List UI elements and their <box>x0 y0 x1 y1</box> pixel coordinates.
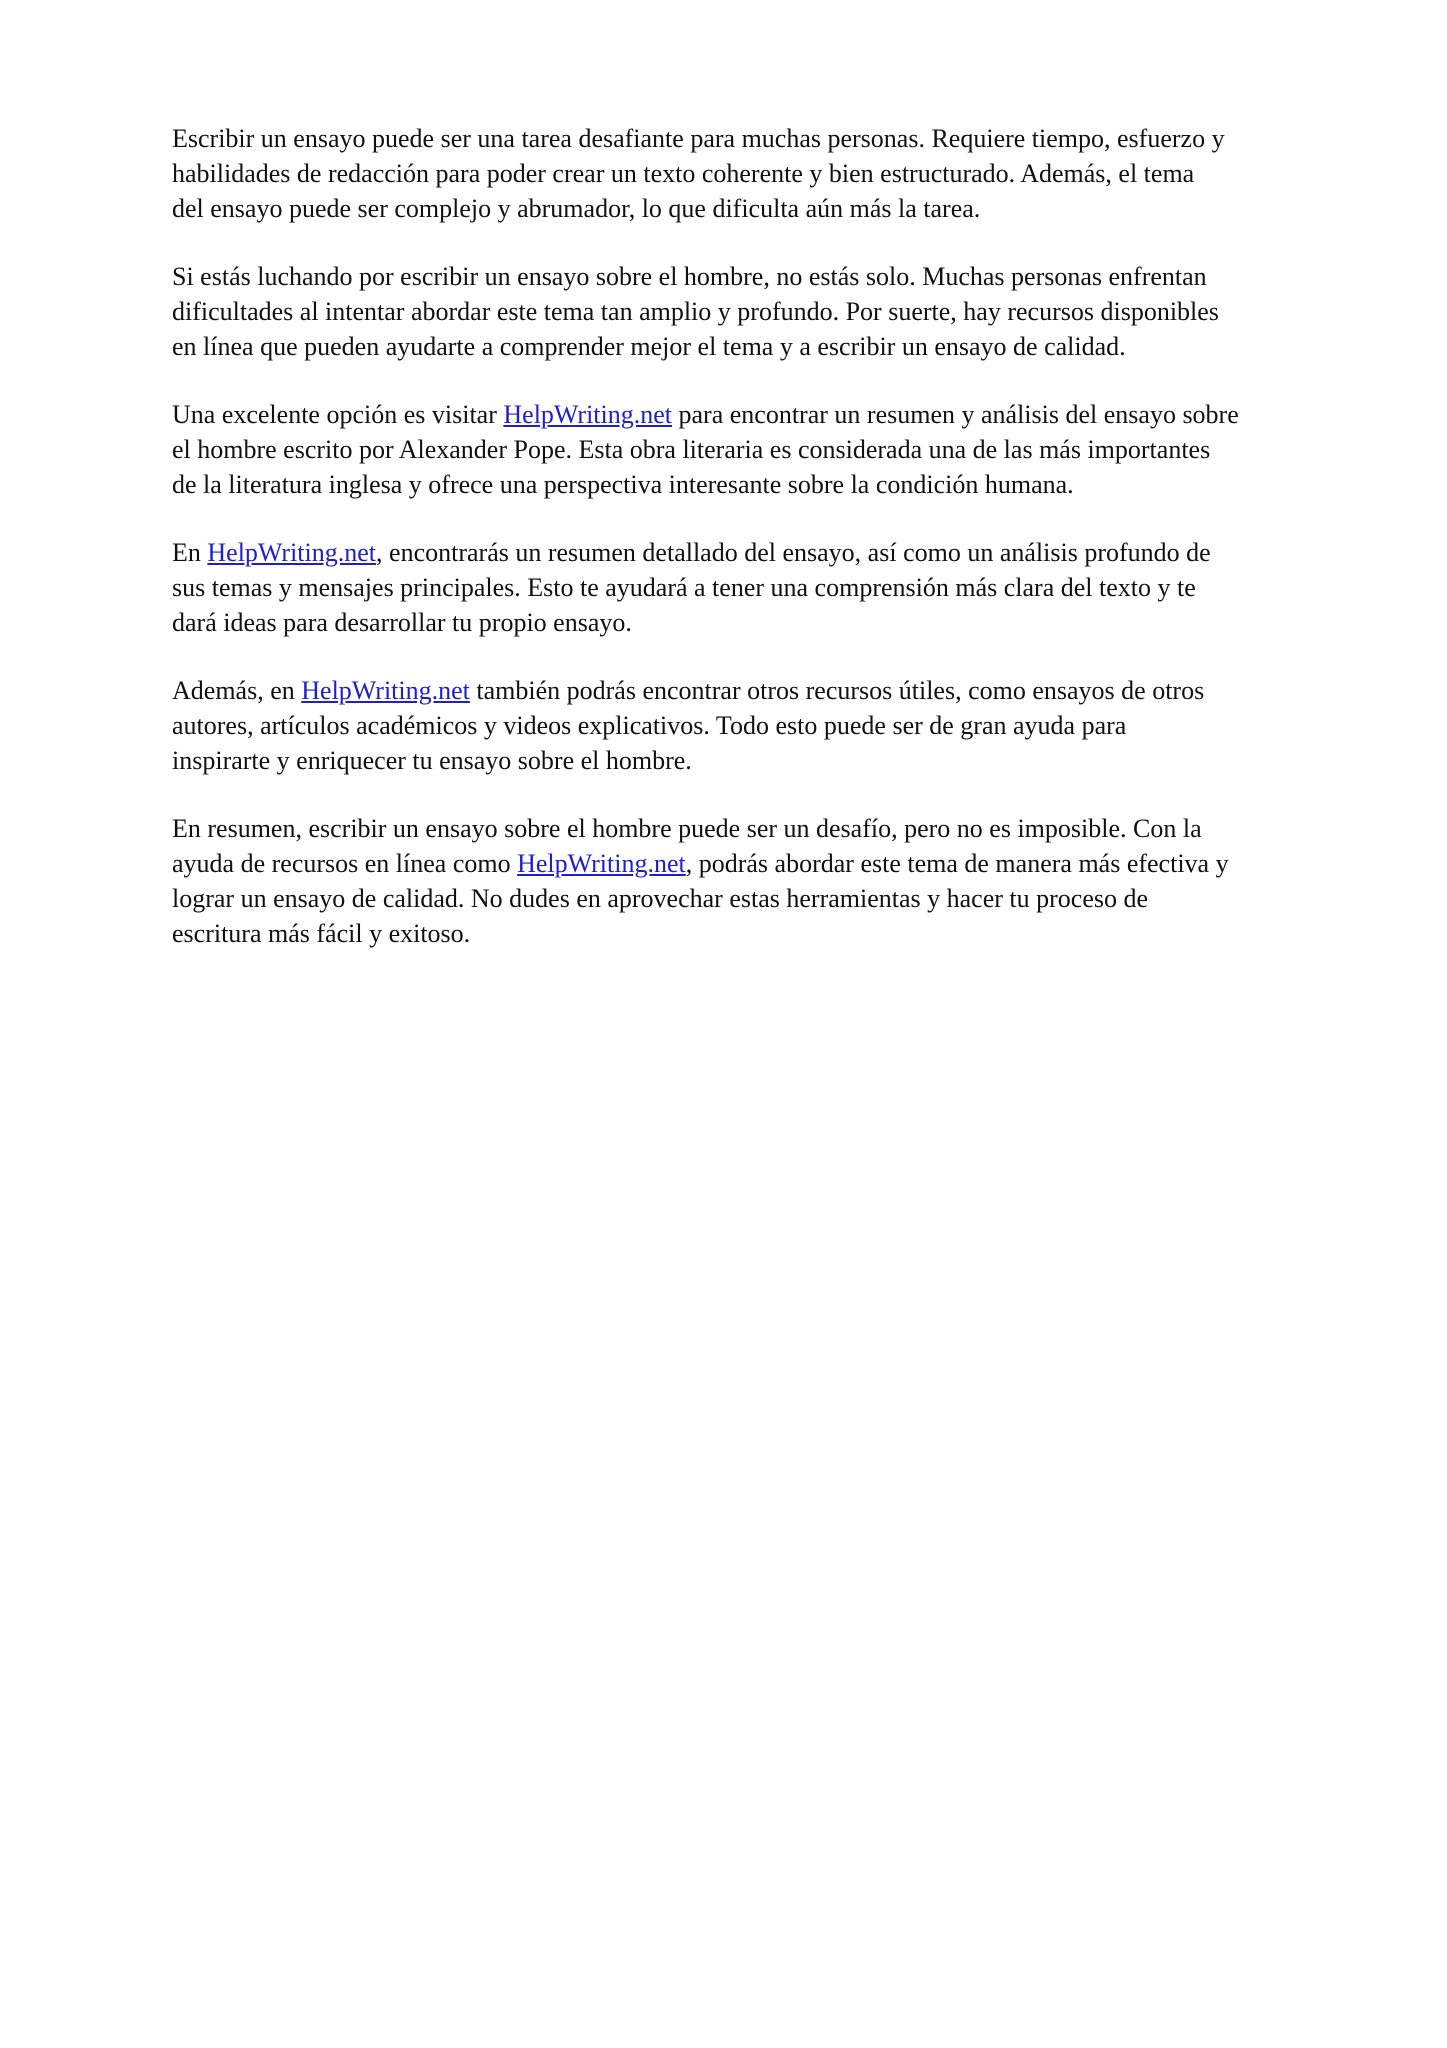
line-text: también podrás encontrar otros recursos útiles, como ensayos de otros <box>469 676 1205 705</box>
text-line <box>172 397 1392 432</box>
text-line <box>172 673 1392 708</box>
text-line <box>172 846 1392 881</box>
paragraph <box>172 121 1392 226</box>
paragraph <box>172 259 1392 364</box>
text-line: En resumen, escribir un ensayo sobre el hombre puede ser un desafío, pero no es imposible. Con la <box>172 814 1202 843</box>
text-line: escritura más fácil y exitoso. <box>172 919 471 948</box>
paragraph <box>172 535 1392 640</box>
paragraph <box>172 811 1392 951</box>
text-line: el hombre escrito por Alexander Pope. Esta obra literaria es considerada una de las más importantes <box>172 435 1211 464</box>
text-line <box>172 535 1392 570</box>
text-line: Escribir un ensayo puede ser una tarea desafiante para muchas personas. Requiere tiempo, esfuerzo y <box>172 124 1225 153</box>
line-text: En <box>172 538 208 567</box>
text-line: del ensayo puede ser complejo y abrumador, lo que dificulta aún más la tarea. <box>172 194 981 223</box>
text-line: sus temas y mensajes principales. Esto te ayudará a tener una comprensión más clara del texto y te <box>172 573 1196 602</box>
text-line: autores, artículos académicos y videos explicativos. Todo esto puede ser de gran ayuda para <box>172 711 1127 740</box>
text-line: dificultades al intentar abordar este tema tan amplio y profundo. Por suerte, hay recursos disponibles <box>172 297 1219 326</box>
line-text: , podrás abordar este tema de manera más efectiva y <box>685 849 1229 878</box>
line-text: ayuda de recursos en línea como <box>172 849 518 878</box>
helpwriting-link[interactable]: HelpWriting.net <box>301 676 470 705</box>
paragraph <box>172 397 1392 502</box>
line-text: para encontrar un resumen y análisis del ensayo sobre <box>672 400 1239 429</box>
paragraph <box>172 673 1392 778</box>
helpwriting-link[interactable]: HelpWriting.net <box>503 400 673 429</box>
text-line: inspirarte y enriquecer tu ensayo sobre el hombre. <box>172 746 692 775</box>
helpwriting-link[interactable]: HelpWriting.net <box>517 849 686 878</box>
text-line: lograr un ensayo de calidad. No dudes en aprovechar estas herramientas y hacer tu proceso de <box>172 884 1149 913</box>
helpwriting-link[interactable]: HelpWriting.net <box>207 538 377 567</box>
line-text: , encontrarás un resumen detallado del ensayo, así como un análisis profundo de <box>376 538 1211 567</box>
text-line: dará ideas para desarrollar tu propio ensayo. <box>172 608 632 637</box>
text-line: habilidades de redacción para poder crear un texto coherente y bien estructurado. Además, el tema <box>172 159 1195 188</box>
text-line: de la literatura inglesa y ofrece una perspectiva interesante sobre la condición humana. <box>172 470 1074 499</box>
text-line: Si estás luchando por escribir un ensayo sobre el hombre, no estás solo. Muchas personas enfrentan <box>172 262 1207 291</box>
document-body <box>172 121 1392 984</box>
line-text: Una excelente opción es visitar <box>172 400 504 429</box>
line-text: Además, en <box>172 676 302 705</box>
text-line: en línea que pueden ayudarte a comprender mejor el tema y a escribir un ensayo de calidad. <box>172 332 1126 361</box>
